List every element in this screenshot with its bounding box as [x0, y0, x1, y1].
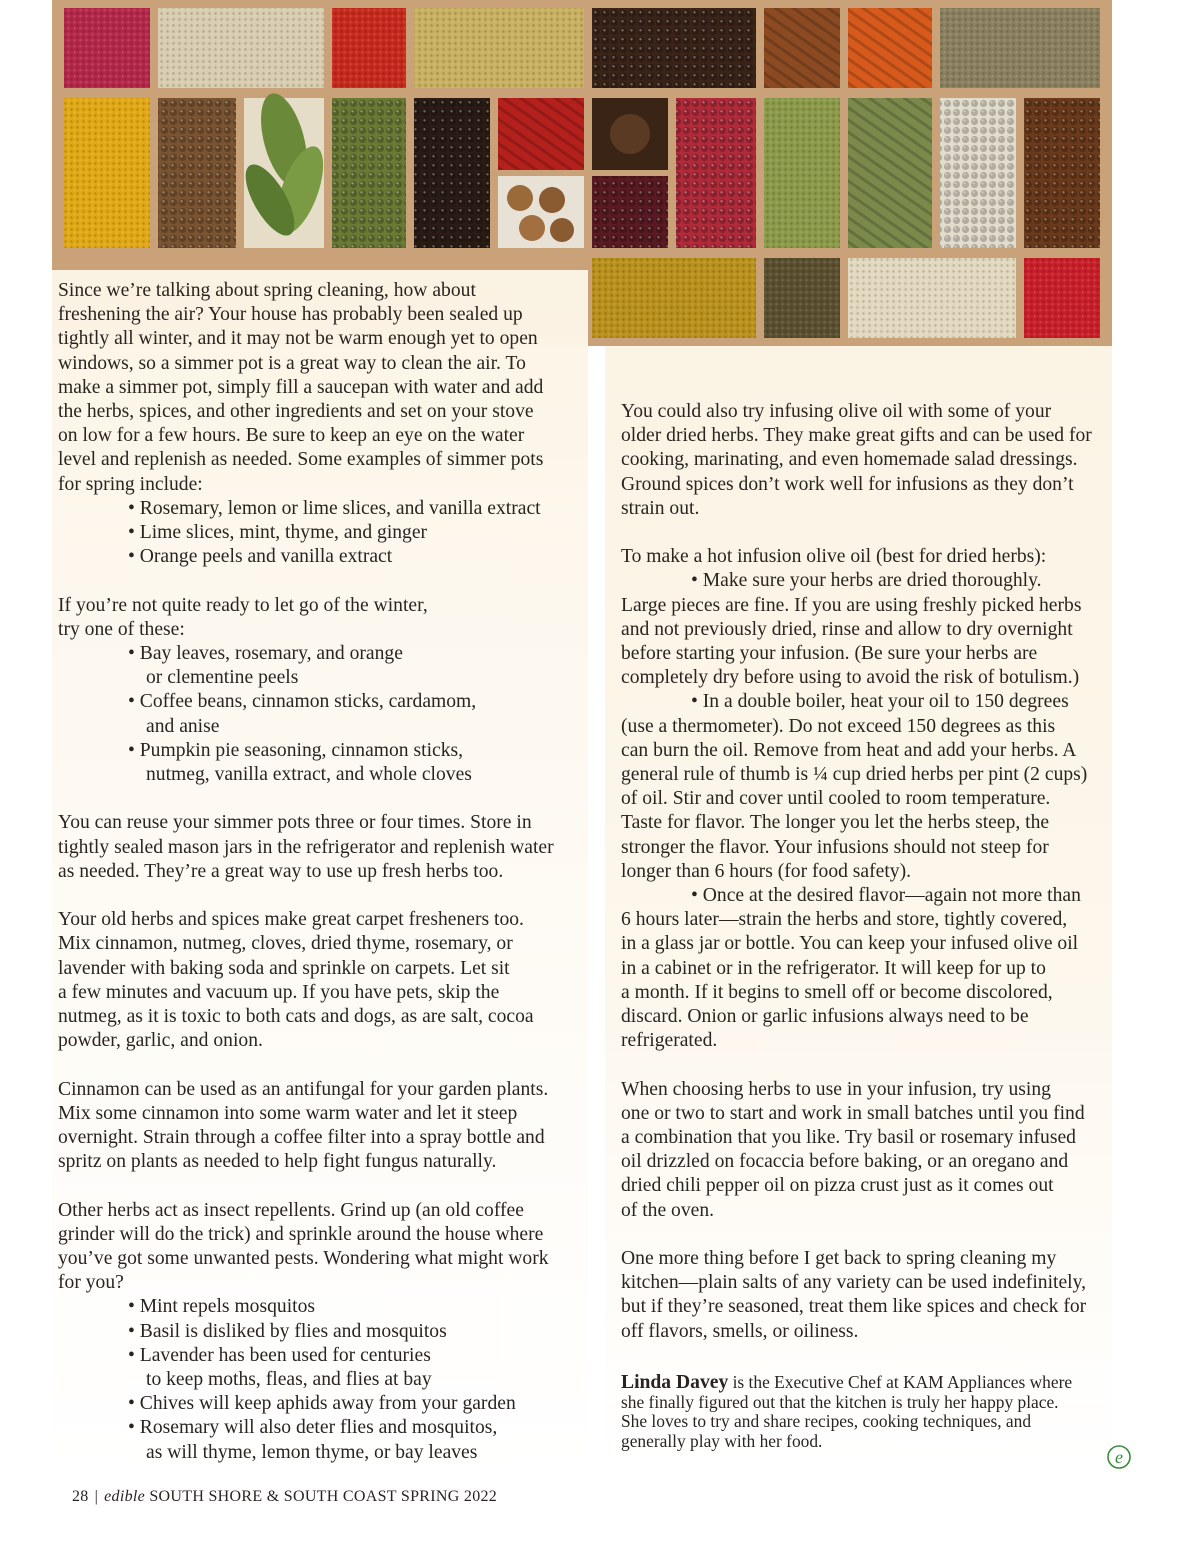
- text-line: in a cabinet or in the refrigerator. It will keep for up to: [621, 957, 1046, 979]
- text-line: refrigerated.: [621, 1030, 718, 1052]
- text-line: for spring include:: [58, 473, 203, 495]
- text-line: one or two to start and work in small batches until you find: [621, 1102, 1085, 1124]
- list-item: • Bay leaves, rosemary, and orange: [128, 643, 403, 665]
- bio-line: she finally figured out that the kitchen is truly her happy place.: [621, 1391, 1059, 1412]
- edible-end-mark-icon: [1106, 1444, 1132, 1470]
- text-line: of the oven.: [621, 1199, 715, 1221]
- text-line: When choosing herbs to use in your infusion, try using: [621, 1078, 1051, 1100]
- spice-row-1: [64, 8, 1100, 88]
- text-line: stronger the flavor. Your infusions should not steep for: [621, 836, 1049, 858]
- paragraph-simmer-pot: [58, 279, 603, 497]
- list-item-continued: as will thyme, lemon thyme, or bay leaves: [146, 1441, 478, 1463]
- list-item: • Rosemary will also deter flies and mosquitos,: [128, 1417, 498, 1439]
- text-line: try one of these:: [58, 618, 185, 640]
- list-item-continued: to keep moths, fleas, and flies at bay: [146, 1369, 432, 1391]
- text-line: Cinnamon can be used as an antifungal for your garden plants.: [58, 1078, 549, 1100]
- text-line: • Make sure your herbs are dried thoroughly.: [691, 570, 1042, 592]
- text-line: tightly all winter, and it may not be warm enough yet to open: [58, 328, 538, 350]
- text-line: • Once at the desired flavor—again not more than: [691, 885, 1081, 907]
- text-line: (use a thermometer). Do not exceed 150 degrees as this: [621, 715, 1056, 737]
- text-line: kitchen—plain salts of any variety can be used indefinitely,: [621, 1272, 1087, 1294]
- text-line: as needed. They’re a great way to use up fresh herbs too.: [58, 860, 504, 882]
- text-line: Other herbs act as insect repellents. Grind up (an old coffee: [58, 1199, 524, 1221]
- text-line: If you’re not quite ready to let go of the winter,: [58, 594, 428, 616]
- text-line: discard. Onion or garlic infusions always need to be: [621, 1006, 1029, 1028]
- list-item: • Basil is disliked by flies and mosquitos: [128, 1320, 447, 1342]
- text-line: and not previously dried, rinse and allow to dry overnight: [621, 618, 1073, 640]
- text-line: • In a double boiler, heat your oil to 150 degrees: [691, 691, 1069, 713]
- text-line: Since we’re talking about spring cleaning, how about: [58, 280, 476, 301]
- text-line: grinder will do the trick) and sprinkle around the house where: [58, 1223, 544, 1245]
- winter-simmer-list: [58, 642, 603, 787]
- insect-list: [58, 1295, 603, 1464]
- text-line: for you?: [58, 1272, 124, 1294]
- text-line: freshening the air? Your house has probably been sealed up: [58, 304, 523, 326]
- text-line: strain out.: [621, 497, 700, 519]
- text-line: level and replenish as needed. Some examples of simmer pots: [58, 449, 544, 471]
- infusion-step-3: [621, 884, 1141, 1053]
- text-line: longer than 6 hours (for food safety).: [621, 860, 912, 882]
- text-line: a month. If it begins to smell off or become discolored,: [621, 981, 1053, 1003]
- text-line: cooking, marinating, and even homemade salad dressings.: [621, 449, 1078, 471]
- infusion-step-2: [621, 690, 1141, 884]
- list-item: • Rosemary, lemon or lime slices, and vanilla extract: [128, 497, 541, 519]
- text-line: can burn the oil. Remove from heat and add your herbs. A: [621, 739, 1077, 761]
- text-line: Taste for flavor. The longer you let the herbs steep, the: [621, 812, 1050, 834]
- text-line: windows, so a simmer pot is a great way to clean the air. To: [58, 352, 526, 374]
- right-column: [621, 400, 1141, 1344]
- list-item: • Chives will keep aphids away from your garden: [128, 1393, 516, 1415]
- text-line: Mix cinnamon, nutmeg, cloves, dried thyme, rosemary, or: [58, 933, 513, 955]
- spring-simmer-list: [58, 497, 603, 570]
- text-line: Mix some cinnamon into some warm water and let it steep: [58, 1102, 518, 1124]
- text-line: a combination that you like. Try basil or rosemary infused: [621, 1127, 1076, 1149]
- paragraph-winter: [58, 594, 603, 642]
- text-line: overnight. Strain through a coffee filter into a spray bottle and: [58, 1127, 545, 1149]
- text-line: Ground spices don’t work well for infusions as they don’t: [621, 473, 1074, 495]
- left-column: [58, 279, 603, 1465]
- text-line: completely dry before using to avoid the risk of botulism.): [621, 667, 1080, 689]
- text-line: You could also try infusing olive oil with some of your: [621, 401, 1052, 422]
- text-line: Your old herbs and spices make great carpet fresheners too.: [58, 909, 524, 931]
- text-line: Large pieces are fine. If you are using freshly picked herbs: [621, 594, 1082, 616]
- text-line: 6 hours later—strain the herbs and store, tightly covered,: [621, 909, 1068, 931]
- author-name: Linda Davey: [621, 1372, 729, 1393]
- text-line: tightly sealed mason jars in the refrigerator and replenish water: [58, 836, 554, 858]
- page-footer: [72, 1488, 497, 1506]
- infusion-steps-title: To make a hot infusion olive oil (best for dried herbs):: [621, 546, 1047, 568]
- text-line: on low for a few hours. Be sure to keep an eye on the water: [58, 425, 525, 447]
- text-line: before starting your infusion. (Be sure your herbs are: [621, 643, 1038, 665]
- paragraph-carpet: [58, 908, 603, 1053]
- author-bio: [621, 1373, 1121, 1451]
- text-line: but if they’re seasoned, treat them like spices and check for: [621, 1296, 1087, 1318]
- list-item: • Lime slices, mint, thyme, and ginger: [128, 522, 428, 544]
- text-line: dried chili pepper oil on pizza crust just as it comes out: [621, 1175, 1054, 1197]
- text-line: nutmeg, as it is toxic to both cats and dogs, as are salt, cocoa: [58, 1006, 534, 1028]
- footer-separator: |: [94, 1488, 99, 1505]
- publication-name: SOUTH SHORE & SOUTH COAST: [149, 1488, 397, 1505]
- text-line: lavender with baking soda and sprinkle on carpets. Let sit: [58, 957, 510, 979]
- list-item: • Coffee beans, cinnamon sticks, cardamom,: [128, 691, 477, 713]
- text-line: One more thing before I get back to spring cleaning my: [621, 1248, 1057, 1270]
- bio-line: is the Executive Chef at KAM Appliances where: [728, 1372, 1073, 1392]
- text-line: older dried herbs. They make great gifts and can be used for: [621, 425, 1092, 447]
- issue-label: SPRING 2022: [400, 1488, 498, 1505]
- text-line: in a glass jar or bottle. You can keep your infused olive oil: [621, 933, 1079, 955]
- text-line: You can reuse your simmer pots three or four times. Store in: [58, 812, 532, 834]
- page-number: 28: [72, 1488, 89, 1505]
- text-line: off flavors, smells, or oiliness.: [621, 1320, 859, 1342]
- text-line: powder, garlic, and onion.: [58, 1030, 263, 1052]
- bio-line: generally play with her food.: [621, 1430, 823, 1451]
- paragraph-insects: [58, 1199, 603, 1296]
- list-item: • Pumpkin pie seasoning, cinnamon sticks,: [128, 739, 464, 761]
- paragraph-choosing-herbs: [621, 1078, 1141, 1223]
- paragraph-infusing: [621, 400, 1141, 521]
- list-item: • Lavender has been used for centuries: [128, 1344, 431, 1366]
- text-line: make a simmer pot, simply fill a saucepan with water and add: [58, 376, 544, 398]
- list-item-continued: nutmeg, vanilla extract, and whole cloves: [146, 764, 472, 786]
- infusion-step-1: [621, 569, 1141, 690]
- bio-line: She loves to try and share recipes, cooking techniques, and: [621, 1411, 1032, 1432]
- paragraph-salts: [621, 1247, 1141, 1344]
- end-mark-letter: e: [1115, 1447, 1123, 1467]
- brand-name: edible: [104, 1488, 146, 1505]
- text-line: spritz on plants as needed to help fight fungus naturally.: [58, 1151, 497, 1173]
- text-line: a few minutes and vacuum up. If you have pets, skip the: [58, 981, 500, 1003]
- paragraph-reuse: [58, 811, 603, 884]
- text-line: the herbs, spices, and other ingredients and set on your stove: [58, 401, 534, 423]
- list-item-continued: and anise: [146, 715, 220, 737]
- text-line: of oil. Stir and cover until cooled to room temperature.: [621, 788, 1051, 810]
- spice-row-2: [64, 88, 1100, 248]
- text-line: oil drizzled on focaccia before baking, or an oregano and: [621, 1151, 1069, 1173]
- text-line: general rule of thumb is ¼ cup dried herbs per pint (2 cups): [621, 764, 1088, 786]
- list-item: • Mint repels mosquitos: [128, 1296, 316, 1318]
- text-line: you’ve got some unwanted pests. Wondering what might work: [58, 1248, 549, 1270]
- list-item-continued: or clementine peels: [146, 667, 299, 689]
- list-item: • Orange peels and vanilla extract: [128, 546, 393, 568]
- paragraph-cinnamon: [58, 1078, 603, 1175]
